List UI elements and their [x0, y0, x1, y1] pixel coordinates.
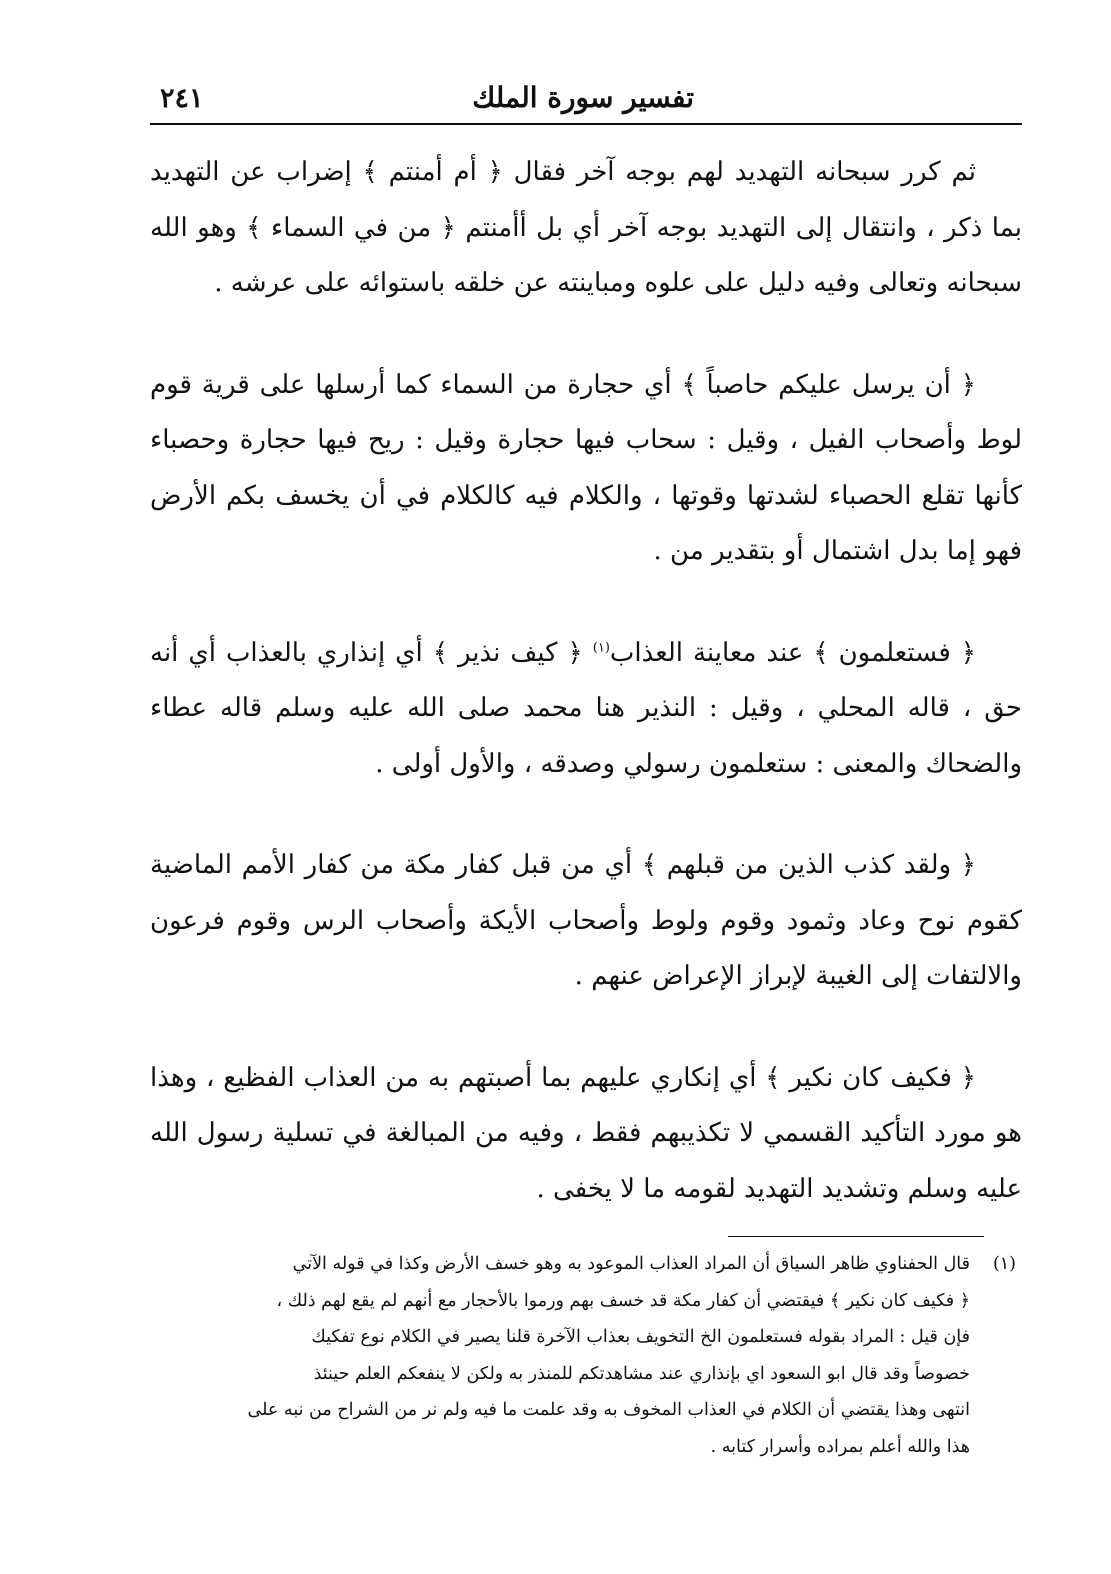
footnote-rule	[728, 1236, 984, 1237]
paragraph	[150, 626, 1022, 793]
paragraph: ثم كرر سبحانه التهديد لهم بوجه آخر فقال ﴿ أم أمنتم ﴾ إضراب عن التهديد بما ذكر ، وانتقال إلى التهديد بوجه آخر أي بل أأمنتم ﴿ من في السماء ﴾ وهو الله سبحانه وتعالى وفيه دليل على علوه ومباينته عن خلقه باستوائه على عرشه .	[150, 157, 1022, 298]
paragraph: ﴿ ولقد كذب الذين من قبلهم ﴾ أي من قبل كفار مكة من كفار الأمم الماضية كقوم نوح وعاد وثمود وقوم ولوط وأصحاب الأيكة وأصحاب الرس وقوم فرعون والالتفات إلى الغيبة لإبراز الإعراض عنهم .	[150, 850, 1022, 991]
footnote-line: هذا والله أعلم بمراده وأسرار كتابه .	[710, 1436, 970, 1457]
footnote-text: قال الحفناوي ظاهر السياق أن المراد العذاب الموعود به وهو خسف الأرض وكذا في قوله الآتي	[292, 1254, 970, 1274]
paragraph-text: ﴿ كيف نذير ﴾ أي إنذاري بالعذاب أي أنه حق ، قاله المحلي ، وقيل : النذير هنا محمد صلى الله عليه وسلم قاله عطاء والضحاك والمعنى : ستعلمون رسولي وصدقه ، والأول أولى .	[150, 637, 1023, 779]
header-rule	[150, 123, 1022, 125]
footnote-line: انتهى وهذا يقتضي أن الكلام في العذاب المخوف به وقد علمت ما فيه ولم نر من الشراح من نبه على	[247, 1400, 970, 1420]
page-header	[150, 72, 1022, 122]
body-text	[150, 145, 1022, 1217]
footnote-reference[interactable]: (١)	[592, 639, 610, 655]
footnote-line: فإن قيل : المراد بقوله فستعلمون الخ التخويف بعذاب الآخرة قلنا يصير في الكلام نوع تفكيك	[311, 1327, 970, 1347]
footnote-line	[150, 1246, 1016, 1283]
paragraph-text: ﴿ فستعلمون ﴾ عند معاينة العذاب	[609, 637, 976, 668]
running-title: تفسير سورة الملك	[472, 81, 694, 114]
footnote-line: ﴿ فكيف كان نكير ﴾ فيقتضي أن كفار مكة قد خسف بهم ورموا بالأحجار مع أنهم لم يقع لهم ذلك ،	[276, 1290, 970, 1311]
page-number: ٢٤١	[160, 83, 204, 114]
paragraph: ﴿ فكيف كان نكير ﴾ أي إنكاري عليهم بما أصبتهم به من العذاب الفظيع ، وهذا هو مورد التأكيد القسمي لا تكذيبهم فقط ، وفيه من المبالغة في تسلية رسول الله عليه وسلم وتشديد التهديد لقومه ما لا يخفى .	[150, 1062, 1022, 1204]
footnote-line: خصوصاً وقد قال ابو السعود اي بإنذاري عند مشاهدتكم للمنذر به ولكن لا ينفعكم العلم حينئذ	[313, 1363, 970, 1384]
paragraph: ﴿ أن يرسل عليكم حاصباً ﴾ أي حجارة من السماء كما أرسلها على قرية قوم لوط وأصحاب الفيل ، وقيل : سحاب فيها حجارة وقيل : ريح فيها حجارة وحصباء كأنها تقلع الحصباء لشدتها وقوتها ، والكلام فيه كالكلام في أن يخسف بكم الأرض فهو إما بدل اشتمال أو بتقدير من .	[150, 369, 1022, 566]
footnote-marker: (١)	[992, 1254, 1016, 1274]
footnote	[150, 1246, 1016, 1465]
